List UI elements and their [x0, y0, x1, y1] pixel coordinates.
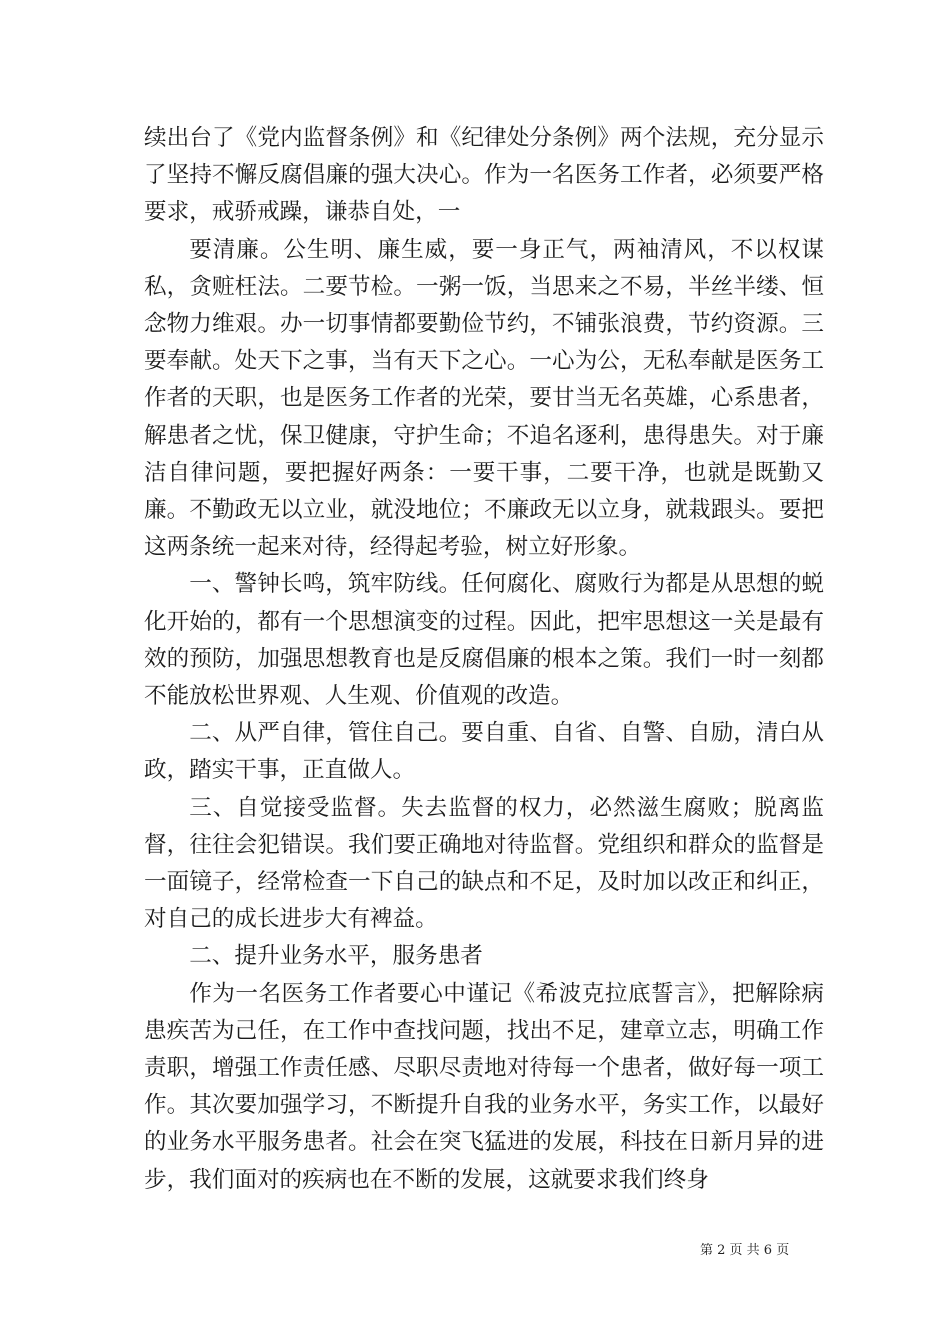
paragraph-hippocratic-oath: 作为一名医务工作者要心中谨记《希波克拉底誓言》，把解除病患疾苦为己任，在工作中查找问题，找出不足，建章立志，明确工作责职，增强工作责任感、尽职尽责地对待每一个患者，做好每一项工作。其次要加强学习，不断提升自我的业务水平，务实工作，以最好的业务水平服务患者。社会在突飞猛进的发展，科技在日新月异的进步，我们面对的疾病也在不断的发展，这就要求我们终身	[144, 980, 824, 1193]
document-body	[144, 120, 824, 1199]
paragraph-integrity-requirements: 要清廉。公生明、廉生威，要一身正气，两袖清风，不以权谋私，贪赃枉法。二要节检。一粥一饭，当思来之不易，半丝半缕、恒念物力维艰。办一切事情都要勤俭节约，不铺张浪费，节约资源。三要奉献。处天下之事，当有天下之心。一心为公，无私奉献是医务工作者的天职，也是医务工作者的光荣，要甘当无名英雄，心系患者，解患者之忧，保卫健康，守护生命；不追名逐利，患得患失。对于廉洁自律问题，要把握好两条：一要干事，二要干净，也就是既勤又廉。不勤政无以立业，就没地位；不廉政无以立身，就栽跟头。要把这两条统一起来对待，经得起考验，树立好形象。	[144, 236, 824, 561]
paragraph-accept-supervision: 三、自觉接受监督。失去监督的权力，必然滋生腐败；脱离监督，往往会犯错误。我们要正确地对待监督。党组织和群众的监督是一面镜子，经常检查一下自己的缺点和不足，及时加以改正和纠正，对自己的成长进步大有裨益。	[144, 794, 824, 933]
paragraph-alarm-bell: 一、警钟长鸣，筑牢防线。任何腐化、腐败行为都是从思想的蜕化开始的，都有一个思想演变的过程。因此，把牢思想这一关是最有效的预防，加强思想教育也是反腐倡廉的根本之策。我们一时一刻都不能放松世界观、人生观、价值观的改造。	[144, 571, 824, 710]
page-number-footer: 第 2 页 共 6 页	[700, 1243, 790, 1258]
paragraph-self-discipline: 二、从严自律，管住自己。要自重、自省、自警、自励，清白从政，踏实干事，正直做人。	[144, 720, 824, 784]
section-heading-improve-skills: 二、提升业务水平，服务患者	[189, 943, 483, 970]
paragraph-continuation: 续出台了《党内监督条例》和《纪律处分条例》两个法规，充分显示了坚持不懈反腐倡廉的强大决心。作为一名医务工作者，必须要严格要求，戒骄戒躁，谦恭自处，一	[144, 125, 824, 226]
